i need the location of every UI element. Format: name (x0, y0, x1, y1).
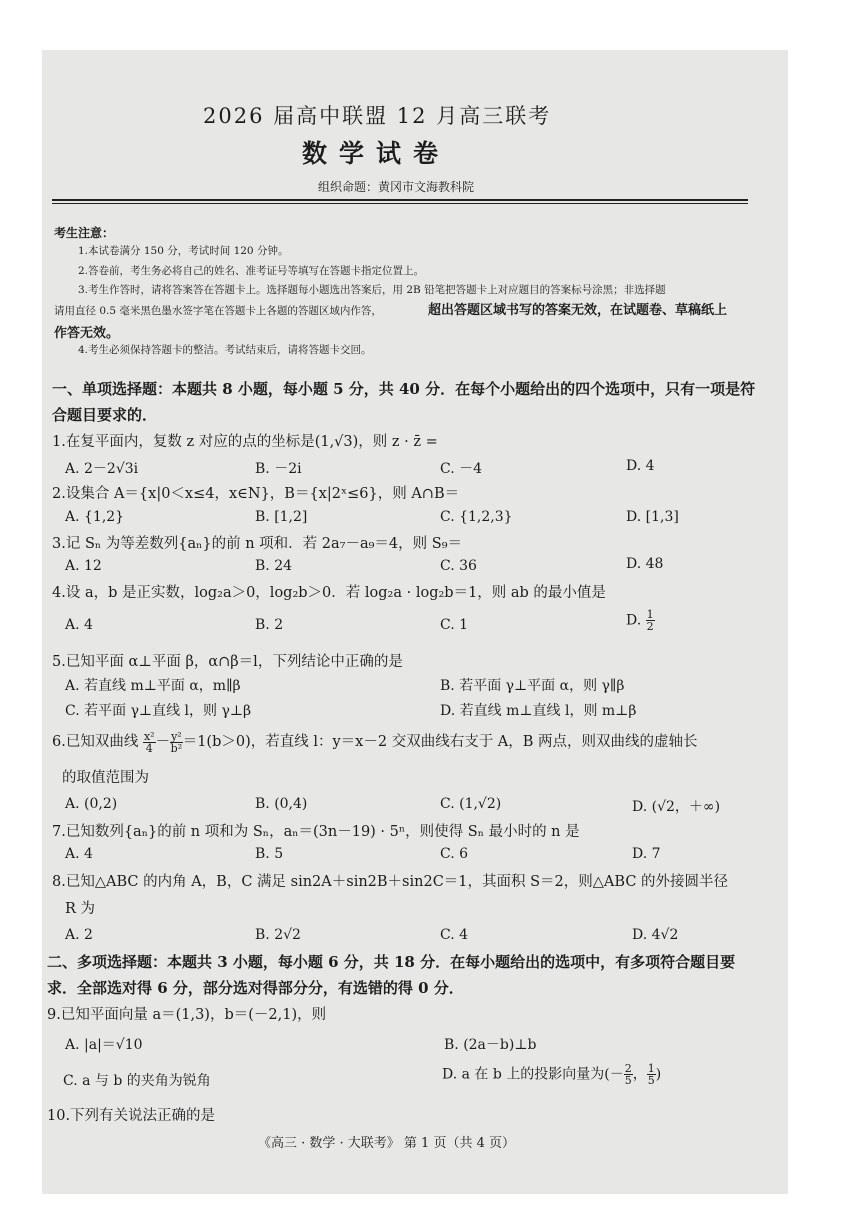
question-1-stem: 1.在复平面内，复数 z 对应的点的坐标是(1,√3)，则 z · z̄ = (52, 434, 438, 450)
question-9-stem: 9.已知平面向量 a＝(1,3)，b＝(－2,1)，则 (47, 1007, 327, 1023)
section-heading: 合题目要求的． (52, 406, 158, 424)
notice-heading: 考生注意： (54, 226, 115, 240)
q8-option-d: D. 4√2 (632, 927, 679, 943)
section-heading: 求．全部选对得 6 分，部分选对得部分分，有选错的得 0 分． (47, 979, 464, 997)
q8-option-a: A. 2 (65, 927, 93, 943)
q3-option-b: B. 24 (255, 558, 293, 574)
q7-option-d: D. 7 (632, 846, 661, 862)
fraction: $\frac{2}{5}$ (624, 1062, 632, 1087)
fraction: $\frac{1}{2}$ (646, 608, 654, 633)
subject-title: 数学试卷 (302, 139, 451, 168)
q1-option-c: C. －4 (440, 461, 483, 477)
question-4-stem: 4.设 a，b 是正实数，log₂a＞0，log₂b＞0．若 log₂a · log₂b＝1，则 ab 的最小值是 (52, 585, 606, 601)
question-3-stem: 3.记 Sₙ 为等差数列{aₙ}的前 n 项和．若 2a₇－a₉＝4，则 S₉＝ (52, 536, 463, 552)
q1-option-b: B. －2i (255, 461, 302, 477)
section-heading: 二、多项选择题：本题共 3 小题，每小题 6 分，共 18 分．在每小题给出的选项中，有多项符合题目要 (47, 953, 736, 971)
q5-option-d: D. 若直线 m⊥直线 l，则 m⊥β (440, 703, 637, 719)
q3-option-c: C. 36 (440, 558, 477, 574)
header-rule-thin (52, 203, 748, 204)
q6-option-b: B. (0,4) (255, 796, 308, 812)
q7-option-b: B. 5 (255, 846, 284, 862)
notice-item: 1.本试卷满分 150 分，考试时间 120 分钟。 (78, 245, 289, 257)
q9-option-b: B. (2a－b)⊥b (444, 1037, 537, 1053)
q3-option-d: D. 48 (626, 556, 664, 572)
q6-option-c: C. (1,√2) (440, 796, 502, 812)
q1-option-d: D. 4 (626, 458, 655, 474)
notice-item: 4.考生必须保持答题卡的整洁。考试结束后，请将答题卡交回。 (78, 344, 372, 356)
question-6-stem: 6.已知双曲线 $\frac{\text{x²}}{4}$ － $\frac{\text{y²}}{\text{b²}}$ ＝1(b＞0)，若直线 l：y＝x－2 交双曲线右支于 A，B 两点，则双曲线的虚轴长 (52, 729, 698, 755)
q9-option-d: D. a 在 b 上的投影向量为(－ $\frac{2}{5}$ ， $\frac{1}{5}$ ) (442, 1062, 662, 1087)
notice-emphasis: 作答无效。 (54, 326, 120, 341)
q5-option-a: A. 若直线 m⊥平面 α，m∥β (65, 678, 241, 694)
question-8-stem: 8.已知△ABC 的内角 A，B，C 满足 sin2A＋sin2B＋sin2C＝1，其面积 S＝2，则△ABC 的外接圆半径 (52, 874, 729, 890)
q4-option-a: A. 4 (65, 617, 93, 633)
q2-option-c: C. {1,2,3} (440, 509, 513, 525)
q7-option-c: C. 6 (440, 846, 469, 862)
q5-option-b: B. 若平面 γ⊥平面 α，则 γ∥β (440, 678, 625, 694)
q4-option-d (626, 609, 655, 632)
q2-option-b: B. [1,2] (255, 509, 308, 525)
q8-option-c: C. 4 (440, 927, 469, 943)
q4-option-b: B. 2 (255, 617, 284, 633)
q3-option-a: A. 12 (65, 558, 102, 574)
question-10-stem: 10.下列有关说法正确的是 (47, 1108, 216, 1124)
section-heading: 一、单项选择题：本题共 8 小题，每小题 5 分，共 40 分．在每个小题给出的四个选项中，只有一项是符 (52, 380, 756, 398)
fraction: $\frac{\text{x²}}{4}$ (143, 729, 155, 755)
header-rule (52, 199, 748, 201)
organizer: 组织命题：黄冈市文海教科院 (318, 180, 475, 194)
q4-option-d-label: D. (626, 612, 642, 629)
q8-option-b: B. 2√2 (255, 927, 301, 943)
page-footer: 《高三 · 数学 · 大联考》 第 1 页（共 4 页） (258, 1136, 515, 1151)
q6-option-a: A. (0,2) (65, 796, 118, 812)
exam-title: 2026 届高中联盟 12 月高三联考 (203, 104, 552, 128)
question-8-stem-cont: R 为 (65, 901, 96, 917)
q6-option-d: D. (√2，＋∞) (632, 799, 721, 815)
q5-option-c: C. 若平面 γ⊥直线 l，则 γ⊥β (65, 703, 252, 719)
question-2-stem: 2.设集合 A＝{x|0＜x≤4，x∈N}，B＝{x|2ˣ≤6}，则 A∩B＝ (52, 486, 460, 502)
notice-item: 2.答卷前，考生务必将自己的姓名、准考证号等填写在答题卡指定位置上。 (78, 265, 425, 277)
q4-option-c: C. 1 (440, 617, 469, 633)
q9-option-a: A. |a|＝√10 (65, 1037, 143, 1053)
notice-emphasis: 超出答题区域书写的答案无效，在试题卷、草稿纸上 (428, 303, 728, 318)
fraction: $\frac{1}{5}$ (647, 1062, 655, 1087)
question-7-stem: 7.已知数列{aₙ}的前 n 项和为 Sₙ，aₙ＝(3n－19) · 5ⁿ，则使得 Sₙ 最小时的 n 是 (52, 824, 580, 840)
q9-option-c: C. a 与 b 的夹角为锐角 (63, 1073, 211, 1089)
notice-item: 请用直径 0.5 毫米黑色墨水签字笔在答题卡上各题的答题区域内作答， (54, 305, 382, 317)
q2-option-a: A. {1,2} (65, 509, 125, 525)
q2-option-d: D. [1,3] (626, 509, 679, 525)
q7-option-a: A. 4 (65, 846, 93, 862)
question-6-stem-cont: 的取值范围为 (62, 770, 149, 786)
fraction: $\frac{\text{y²}}{\text{b²}}$ (170, 729, 183, 755)
notice-item: 3.考生作答时，请将答案答在答题卡上。选择题每小题选出答案后，用 2B 铅笔把答题卡上对应题目的答案标号涂黑；非选择题 (78, 284, 666, 296)
q1-option-a: A. 2－2√3i (65, 461, 139, 477)
question-5-stem: 5.已知平面 α⊥平面 β，α∩β＝l，下列结论中正确的是 (52, 654, 403, 670)
